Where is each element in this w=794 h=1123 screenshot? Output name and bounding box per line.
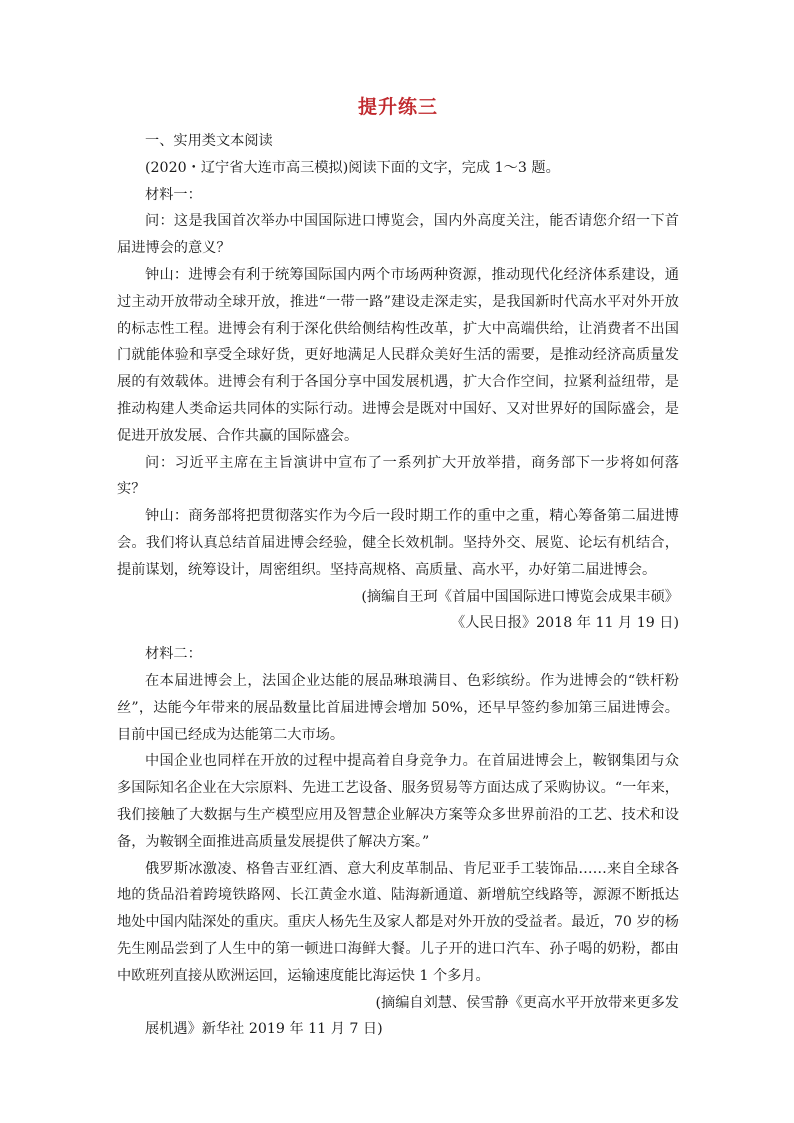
material1-answer-2: 钟山：商务部将把贯彻落实作为今后一段时期工作的重中之重，精心筹备第二届进博会。我们将认真总结首届进博会经验，健全长效机制。坚持外交、展览、论坛有机结合，提前谋划，统筹设计，周密组织。坚持高规格、高质量、高水平，办好第二届进博会。 bbox=[117, 508, 679, 578]
section-heading: 一、实用类文本阅读 bbox=[145, 133, 273, 149]
page-title: 提升练三 bbox=[357, 96, 438, 118]
material1-source-line-1: (摘编自王珂《首届中国国际进口博览会成果丰硕》 bbox=[361, 588, 679, 605]
instructions: (2020・辽宁省大连市高三模拟)阅读下面的文字，完成 1～3 题。 bbox=[145, 159, 560, 176]
material1-question-1: 问：这是我国首次举办中国国际进口博览会，国内外高度关注，能否请您介绍一下首届进博会的意义？ bbox=[117, 213, 679, 257]
material2-paragraph-2: 中国企业也同样在开放的过程中提高着自身竞争力。在首届进博会上，鞍钢集团与众多国际知名企业在大宗原料、先进工艺设备、服务贸易等方面达成了采购协议。“一年来，我们接触了大数据与生产模型应用及智慧企业解决方案等众多世界前沿的工艺、技术和设备，为鞍钢全面推进高质量发展提供了解决方案。” bbox=[117, 753, 679, 850]
material1-question-2: 问：习近平主席在主旨演讲中宣布了一系列扩大开放举措，商务部下一步将如何落实？ bbox=[117, 454, 679, 498]
material1-answer-1: 钟山：进博会有利于统筹国际国内两个市场两种资源，推动现代化经济体系建设，通过主动开放带动全球开放，推进“一带一路”建设走深走实，是我国新时代高水平对外开放的标志性工程。进博会有利于深化供给侧结构性改革，扩大中高端供给，让消费者不出国门就能体验和享受全球好货，更好地满足人民群众美好生活的需要，是推动经济高质量发展的有效载体。进博会有利于各国分享中国发展机遇，扩大合作空间，拉紧利益纽带，是推动构建人类命运共同体的实际行动。进博会是既对中国好、又对世界好的国际盛会，是促进开放发展、合作共赢的国际盛会。 bbox=[117, 266, 679, 444]
material2-source-line-2: 展机遇》新华社 2019 年 11 月 7 日) bbox=[145, 1021, 383, 1038]
material2-paragraph-3: 俄罗斯冰激凌、格鲁吉亚红酒、意大利皮革制品、肯尼亚手工装饰品……来自全球各地的货品沿着跨境铁路网、长江黄金水道、陆海新通道、新增航空线路等，源源不断抵达地处中国内陆深处的重庆。重庆人杨先生及家人都是对外开放的受益者。最近，70 岁的杨先生刚品尝到了人生中的第一顿进口海鲜大餐。儿子开的进口汽车、孙子喝的奶粉，都由中欧班列直接从欧洲运回，运输速度能比海运快 1 个多月。 bbox=[117, 860, 679, 984]
material2-paragraph-1: 在本届进博会上，法国企业达能的展品琳琅满目、色彩缤纷。作为进博会的“铁杆粉丝”，达能今年带来的展品数量比首届进博会增加 50%，还早早签约参加第三届进博会。目前中国已经成为达能第二大市场。 bbox=[117, 672, 679, 743]
material1-source-line-2: 《人民日报》2018 年 11 月 19 日) bbox=[451, 615, 679, 632]
material1-label: 材料一： bbox=[145, 186, 202, 203]
material2-label: 材料二： bbox=[145, 646, 202, 663]
material2-source-line-1: (摘编自刘慧、侯雪静《更高水平开放带来更多发 bbox=[375, 994, 679, 1011]
document-page bbox=[117, 94, 679, 1043]
